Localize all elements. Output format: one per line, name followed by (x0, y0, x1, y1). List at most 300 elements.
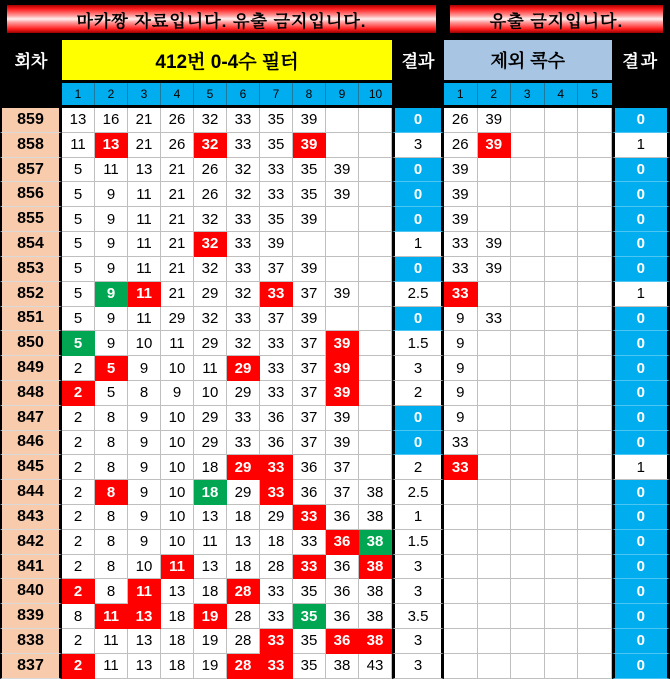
exclude-result-cell[interactable]: 1 (612, 282, 670, 307)
filter-result-cell[interactable]: 1.5 (392, 530, 444, 555)
filter-cell[interactable]: 37 (293, 282, 326, 307)
round-cell[interactable]: 839 (0, 604, 62, 629)
filter-result-cell[interactable]: 0 (392, 207, 444, 232)
exclude-cell[interactable] (578, 579, 612, 604)
filter-cell[interactable]: 9 (95, 207, 128, 232)
filter-cell[interactable]: 38 (359, 555, 392, 580)
exclude-cell[interactable]: 39 (478, 257, 512, 282)
filter-cell[interactable]: 26 (194, 158, 227, 183)
filter-cell[interactable]: 37 (326, 455, 359, 480)
filter-cell[interactable]: 36 (293, 480, 326, 505)
exclude-cell[interactable] (545, 654, 579, 679)
filter-cell[interactable] (326, 133, 359, 158)
exclude-cell[interactable] (578, 182, 612, 207)
exclude-cell[interactable] (511, 232, 545, 257)
filter-cell[interactable]: 9 (128, 431, 161, 456)
filter-cell[interactable]: 39 (326, 331, 359, 356)
exclude-cell[interactable] (511, 480, 545, 505)
exclude-result-cell[interactable]: 0 (612, 604, 670, 629)
round-cell[interactable]: 841 (0, 555, 62, 580)
filter-cell[interactable]: 33 (293, 555, 326, 580)
filter-cell[interactable] (359, 108, 392, 133)
filter-cell[interactable]: 10 (194, 381, 227, 406)
exclude-cell[interactable] (578, 331, 612, 356)
filter-cell[interactable]: 33 (227, 307, 260, 332)
exclude-cell[interactable] (478, 331, 512, 356)
exclude-cell[interactable] (578, 629, 612, 654)
exclude-cell[interactable] (578, 480, 612, 505)
exclude-cell[interactable] (511, 604, 545, 629)
exclude-cell[interactable]: 26 (444, 133, 478, 158)
exclude-cell[interactable] (511, 356, 545, 381)
filter-cell[interactable]: 36 (326, 629, 359, 654)
filter-cell[interactable]: 29 (227, 455, 260, 480)
filter-cell[interactable]: 43 (359, 654, 392, 679)
filter-cell[interactable]: 2 (62, 381, 95, 406)
filter-cell[interactable]: 5 (62, 182, 95, 207)
exclude-cell[interactable] (478, 158, 512, 183)
filter-cell[interactable]: 39 (326, 356, 359, 381)
round-cell[interactable]: 852 (0, 282, 62, 307)
exclude-cell[interactable] (578, 307, 612, 332)
filter-cell[interactable] (359, 356, 392, 381)
round-cell[interactable]: 856 (0, 182, 62, 207)
exclude-cell[interactable] (511, 133, 545, 158)
filter-result-cell[interactable]: 1.5 (392, 331, 444, 356)
filter-cell[interactable]: 35 (293, 158, 326, 183)
exclude-cell[interactable] (511, 530, 545, 555)
round-cell[interactable]: 848 (0, 381, 62, 406)
filter-cell[interactable]: 11 (95, 158, 128, 183)
exclude-result-cell[interactable]: 0 (612, 158, 670, 183)
filter-cell[interactable]: 18 (260, 530, 293, 555)
filter-cell[interactable]: 8 (128, 381, 161, 406)
filter-cell[interactable]: 37 (293, 431, 326, 456)
exclude-cell[interactable]: 39 (478, 108, 512, 133)
filter-cell[interactable]: 35 (293, 604, 326, 629)
filter-cell[interactable]: 37 (326, 480, 359, 505)
exclude-cell[interactable] (444, 505, 478, 530)
round-cell[interactable]: 838 (0, 629, 62, 654)
filter-cell[interactable]: 33 (227, 133, 260, 158)
filter-cell[interactable]: 11 (128, 257, 161, 282)
filter-cell[interactable]: 5 (62, 207, 95, 232)
filter-cell[interactable]: 21 (161, 232, 194, 257)
filter-cell[interactable]: 11 (161, 555, 194, 580)
exclude-cell[interactable] (511, 579, 545, 604)
filter-cell[interactable]: 33 (260, 381, 293, 406)
filter-cell[interactable]: 10 (128, 555, 161, 580)
exclude-cell[interactable] (478, 356, 512, 381)
filter-cell[interactable]: 28 (227, 579, 260, 604)
filter-cell[interactable]: 2 (62, 530, 95, 555)
exclude-cell[interactable] (478, 431, 512, 456)
filter-cell[interactable]: 26 (161, 108, 194, 133)
filter-result-cell[interactable]: 2 (392, 455, 444, 480)
filter-cell[interactable]: 13 (95, 133, 128, 158)
filter-cell[interactable]: 36 (326, 505, 359, 530)
filter-cell[interactable]: 36 (326, 555, 359, 580)
round-cell[interactable]: 849 (0, 356, 62, 381)
filter-cell[interactable]: 2 (62, 579, 95, 604)
filter-cell[interactable]: 29 (194, 331, 227, 356)
filter-cell[interactable]: 37 (293, 406, 326, 431)
filter-cell[interactable]: 32 (194, 133, 227, 158)
exclude-cell[interactable]: 33 (444, 232, 478, 257)
filter-cell[interactable]: 33 (260, 654, 293, 679)
filter-cell[interactable] (326, 207, 359, 232)
filter-cell[interactable]: 39 (326, 431, 359, 456)
exclude-cell[interactable]: 9 (444, 356, 478, 381)
filter-cell[interactable]: 29 (194, 282, 227, 307)
filter-cell[interactable]: 10 (128, 331, 161, 356)
exclude-cell[interactable]: 9 (444, 331, 478, 356)
filter-cell[interactable]: 8 (95, 579, 128, 604)
exclude-cell[interactable] (511, 505, 545, 530)
exclude-result-cell[interactable]: 0 (612, 108, 670, 133)
exclude-cell[interactable] (545, 381, 579, 406)
exclude-cell[interactable] (545, 158, 579, 183)
filter-cell[interactable]: 35 (260, 108, 293, 133)
filter-cell[interactable]: 2 (62, 406, 95, 431)
filter-cell[interactable]: 18 (194, 480, 227, 505)
filter-cell[interactable]: 36 (293, 455, 326, 480)
filter-cell[interactable]: 8 (95, 455, 128, 480)
exclude-cell[interactable] (578, 207, 612, 232)
exclude-cell[interactable]: 39 (444, 207, 478, 232)
round-cell[interactable]: 844 (0, 480, 62, 505)
exclude-cell[interactable] (511, 331, 545, 356)
filter-cell[interactable]: 39 (293, 207, 326, 232)
exclude-cell[interactable] (478, 207, 512, 232)
filter-cell[interactable]: 29 (194, 431, 227, 456)
filter-cell[interactable]: 11 (128, 232, 161, 257)
exclude-cell[interactable] (578, 381, 612, 406)
exclude-cell[interactable] (578, 455, 612, 480)
filter-cell[interactable]: 29 (227, 381, 260, 406)
filter-cell[interactable]: 32 (227, 331, 260, 356)
filter-cell[interactable] (293, 232, 326, 257)
filter-result-cell[interactable]: 3 (392, 133, 444, 158)
filter-cell[interactable]: 5 (95, 381, 128, 406)
filter-cell[interactable]: 8 (95, 406, 128, 431)
exclude-result-cell[interactable]: 0 (612, 579, 670, 604)
exclude-cell[interactable] (478, 282, 512, 307)
filter-cell[interactable]: 5 (62, 307, 95, 332)
exclude-result-cell[interactable]: 0 (612, 257, 670, 282)
filter-cell[interactable]: 37 (293, 381, 326, 406)
filter-cell[interactable]: 18 (161, 604, 194, 629)
exclude-cell[interactable] (478, 182, 512, 207)
filter-cell[interactable]: 10 (161, 406, 194, 431)
exclude-cell[interactable] (478, 579, 512, 604)
filter-cell[interactable]: 26 (194, 182, 227, 207)
exclude-cell[interactable] (545, 356, 579, 381)
filter-cell[interactable]: 33 (227, 207, 260, 232)
filter-cell[interactable]: 32 (227, 182, 260, 207)
filter-cell[interactable]: 39 (326, 282, 359, 307)
filter-cell[interactable]: 8 (95, 530, 128, 555)
exclude-cell[interactable] (444, 480, 478, 505)
round-cell[interactable]: 853 (0, 257, 62, 282)
filter-cell[interactable]: 35 (293, 182, 326, 207)
filter-cell[interactable]: 18 (194, 579, 227, 604)
exclude-cell[interactable]: 33 (444, 455, 478, 480)
filter-result-cell[interactable]: 2.5 (392, 282, 444, 307)
round-cell[interactable]: 850 (0, 331, 62, 356)
exclude-result-cell[interactable]: 0 (612, 356, 670, 381)
filter-cell[interactable]: 39 (326, 158, 359, 183)
exclude-cell[interactable]: 33 (444, 257, 478, 282)
filter-cell[interactable]: 18 (227, 555, 260, 580)
filter-cell[interactable]: 33 (260, 455, 293, 480)
exclude-cell[interactable] (511, 406, 545, 431)
exclude-result-cell[interactable]: 0 (612, 530, 670, 555)
filter-cell[interactable]: 8 (95, 431, 128, 456)
filter-cell[interactable]: 32 (194, 307, 227, 332)
filter-cell[interactable]: 33 (260, 182, 293, 207)
filter-cell[interactable]: 37 (293, 356, 326, 381)
filter-cell[interactable]: 10 (161, 480, 194, 505)
filter-cell[interactable] (359, 406, 392, 431)
filter-cell[interactable]: 8 (95, 480, 128, 505)
exclude-cell[interactable]: 39 (444, 182, 478, 207)
exclude-cell[interactable] (545, 232, 579, 257)
exclude-cell[interactable] (578, 232, 612, 257)
filter-cell[interactable] (359, 331, 392, 356)
filter-cell[interactable]: 37 (260, 257, 293, 282)
filter-cell[interactable]: 33 (260, 579, 293, 604)
filter-cell[interactable]: 33 (293, 505, 326, 530)
filter-cell[interactable]: 33 (293, 530, 326, 555)
filter-cell[interactable]: 29 (161, 307, 194, 332)
filter-result-cell[interactable]: 1 (392, 505, 444, 530)
filter-result-cell[interactable]: 3 (392, 629, 444, 654)
exclude-result-cell[interactable]: 0 (612, 480, 670, 505)
filter-cell[interactable]: 38 (359, 530, 392, 555)
filter-cell[interactable]: 11 (62, 133, 95, 158)
filter-cell[interactable]: 19 (194, 604, 227, 629)
filter-cell[interactable]: 2 (62, 555, 95, 580)
exclude-cell[interactable] (545, 182, 579, 207)
exclude-result-cell[interactable]: 0 (612, 207, 670, 232)
filter-cell[interactable]: 18 (194, 455, 227, 480)
exclude-cell[interactable] (545, 257, 579, 282)
filter-cell[interactable]: 33 (260, 158, 293, 183)
filter-cell[interactable]: 5 (62, 331, 95, 356)
filter-cell[interactable]: 13 (194, 505, 227, 530)
filter-cell[interactable]: 33 (260, 629, 293, 654)
exclude-result-cell[interactable]: 0 (612, 431, 670, 456)
exclude-cell[interactable] (545, 555, 579, 580)
exclude-cell[interactable] (578, 654, 612, 679)
filter-cell[interactable]: 35 (260, 207, 293, 232)
exclude-cell[interactable] (578, 257, 612, 282)
exclude-cell[interactable] (444, 654, 478, 679)
filter-cell[interactable]: 39 (326, 381, 359, 406)
round-cell[interactable]: 840 (0, 579, 62, 604)
exclude-cell[interactable] (545, 455, 579, 480)
filter-cell[interactable]: 5 (62, 232, 95, 257)
filter-cell[interactable]: 11 (128, 182, 161, 207)
filter-cell[interactable] (359, 207, 392, 232)
exclude-result-cell[interactable]: 0 (612, 182, 670, 207)
filter-cell[interactable]: 38 (359, 505, 392, 530)
filter-cell[interactable]: 11 (194, 356, 227, 381)
filter-cell[interactable]: 39 (293, 133, 326, 158)
filter-result-cell[interactable]: 1 (392, 232, 444, 257)
exclude-cell[interactable] (545, 604, 579, 629)
filter-cell[interactable]: 38 (359, 579, 392, 604)
round-cell[interactable]: 854 (0, 232, 62, 257)
filter-cell[interactable]: 36 (326, 530, 359, 555)
exclude-cell[interactable] (478, 480, 512, 505)
filter-cell[interactable]: 11 (161, 331, 194, 356)
filter-cell[interactable]: 32 (227, 158, 260, 183)
exclude-cell[interactable] (545, 530, 579, 555)
filter-cell[interactable]: 2 (62, 455, 95, 480)
round-cell[interactable]: 846 (0, 431, 62, 456)
filter-cell[interactable]: 28 (227, 604, 260, 629)
filter-cell[interactable]: 33 (227, 232, 260, 257)
filter-cell[interactable]: 11 (128, 207, 161, 232)
filter-cell[interactable]: 32 (227, 282, 260, 307)
filter-cell[interactable] (359, 133, 392, 158)
exclude-cell[interactable] (478, 654, 512, 679)
filter-cell[interactable]: 35 (260, 133, 293, 158)
filter-cell[interactable]: 36 (326, 604, 359, 629)
filter-cell[interactable]: 29 (260, 505, 293, 530)
filter-cell[interactable]: 9 (95, 307, 128, 332)
filter-cell[interactable]: 16 (95, 108, 128, 133)
filter-cell[interactable]: 2 (62, 505, 95, 530)
filter-cell[interactable] (359, 232, 392, 257)
filter-cell[interactable]: 9 (128, 530, 161, 555)
filter-cell[interactable]: 19 (194, 654, 227, 679)
exclude-cell[interactable] (511, 108, 545, 133)
filter-cell[interactable]: 11 (194, 530, 227, 555)
exclude-result-cell[interactable]: 0 (612, 555, 670, 580)
exclude-cell[interactable] (478, 555, 512, 580)
filter-cell[interactable]: 11 (128, 282, 161, 307)
exclude-cell[interactable] (578, 133, 612, 158)
filter-result-cell[interactable]: 0 (392, 182, 444, 207)
filter-result-cell[interactable]: 0 (392, 431, 444, 456)
filter-cell[interactable] (326, 257, 359, 282)
exclude-cell[interactable] (511, 555, 545, 580)
filter-cell[interactable]: 9 (128, 406, 161, 431)
exclude-cell[interactable] (478, 505, 512, 530)
exclude-cell[interactable] (578, 505, 612, 530)
filter-cell[interactable]: 5 (95, 356, 128, 381)
exclude-cell[interactable] (478, 455, 512, 480)
filter-cell[interactable]: 35 (293, 579, 326, 604)
filter-cell[interactable]: 8 (95, 505, 128, 530)
exclude-cell[interactable] (511, 257, 545, 282)
filter-cell[interactable]: 33 (260, 356, 293, 381)
filter-cell[interactable]: 36 (260, 431, 293, 456)
filter-cell[interactable]: 35 (293, 629, 326, 654)
exclude-cell[interactable] (545, 307, 579, 332)
round-cell[interactable]: 858 (0, 133, 62, 158)
filter-cell[interactable]: 38 (359, 604, 392, 629)
filter-cell[interactable]: 11 (128, 579, 161, 604)
exclude-cell[interactable] (478, 381, 512, 406)
filter-cell[interactable]: 35 (293, 654, 326, 679)
filter-cell[interactable]: 37 (293, 331, 326, 356)
exclude-cell[interactable] (511, 207, 545, 232)
round-cell[interactable]: 837 (0, 654, 62, 679)
filter-cell[interactable]: 26 (161, 133, 194, 158)
filter-cell[interactable]: 32 (194, 232, 227, 257)
exclude-result-cell[interactable]: 1 (612, 133, 670, 158)
filter-cell[interactable]: 9 (128, 356, 161, 381)
filter-cell[interactable]: 8 (95, 555, 128, 580)
filter-cell[interactable]: 38 (326, 654, 359, 679)
exclude-result-cell[interactable]: 0 (612, 629, 670, 654)
filter-result-cell[interactable]: 3 (392, 356, 444, 381)
filter-cell[interactable]: 11 (128, 307, 161, 332)
exclude-cell[interactable] (444, 530, 478, 555)
filter-cell[interactable]: 5 (62, 282, 95, 307)
filter-cell[interactable]: 5 (62, 158, 95, 183)
filter-cell[interactable]: 13 (161, 579, 194, 604)
exclude-cell[interactable] (578, 406, 612, 431)
filter-cell[interactable]: 18 (161, 629, 194, 654)
filter-cell[interactable]: 9 (128, 455, 161, 480)
filter-cell[interactable] (359, 182, 392, 207)
filter-cell[interactable]: 2 (62, 431, 95, 456)
filter-cell[interactable]: 39 (293, 108, 326, 133)
exclude-cell[interactable] (511, 158, 545, 183)
filter-cell[interactable]: 9 (128, 505, 161, 530)
filter-cell[interactable]: 13 (128, 654, 161, 679)
exclude-result-cell[interactable]: 0 (612, 331, 670, 356)
exclude-cell[interactable]: 9 (444, 381, 478, 406)
filter-cell[interactable]: 2 (62, 629, 95, 654)
filter-cell[interactable]: 19 (194, 629, 227, 654)
round-cell[interactable]: 843 (0, 505, 62, 530)
exclude-cell[interactable] (545, 331, 579, 356)
exclude-cell[interactable] (545, 108, 579, 133)
exclude-cell[interactable]: 39 (478, 133, 512, 158)
filter-cell[interactable] (359, 307, 392, 332)
filter-result-cell[interactable]: 0 (392, 406, 444, 431)
filter-cell[interactable]: 28 (227, 629, 260, 654)
filter-cell[interactable]: 10 (161, 431, 194, 456)
filter-cell[interactable]: 33 (260, 331, 293, 356)
exclude-result-cell[interactable]: 0 (612, 406, 670, 431)
round-cell[interactable]: 842 (0, 530, 62, 555)
filter-cell[interactable]: 36 (260, 406, 293, 431)
exclude-cell[interactable] (578, 555, 612, 580)
filter-cell[interactable]: 10 (161, 455, 194, 480)
filter-cell[interactable]: 39 (293, 257, 326, 282)
exclude-cell[interactable]: 26 (444, 108, 478, 133)
filter-cell[interactable]: 13 (62, 108, 95, 133)
filter-cell[interactable] (326, 307, 359, 332)
exclude-result-cell[interactable]: 1 (612, 455, 670, 480)
exclude-cell[interactable] (478, 530, 512, 555)
filter-cell[interactable]: 38 (359, 480, 392, 505)
filter-cell[interactable] (359, 282, 392, 307)
filter-cell[interactable]: 21 (128, 133, 161, 158)
exclude-cell[interactable] (478, 629, 512, 654)
filter-cell[interactable]: 21 (161, 257, 194, 282)
filter-cell[interactable]: 9 (95, 182, 128, 207)
exclude-cell[interactable]: 39 (478, 232, 512, 257)
filter-result-cell[interactable]: 3 (392, 555, 444, 580)
